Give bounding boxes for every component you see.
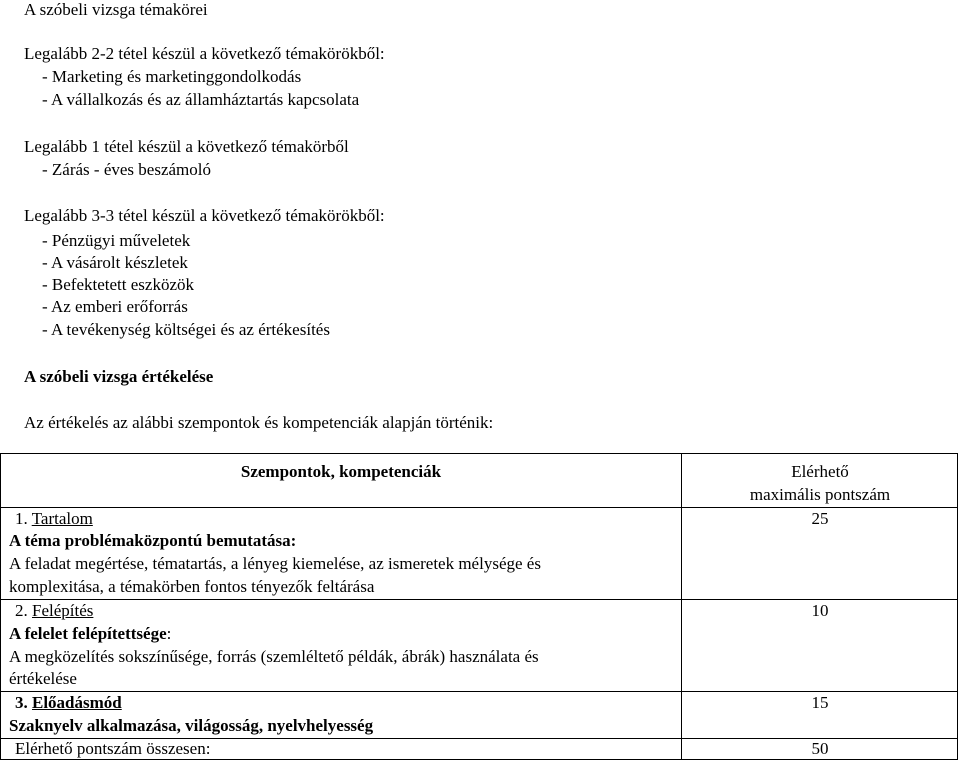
group1-item: - A vállalkozás és az államháztartás kapcsolata [42,90,360,109]
row3-points: 15 [811,693,829,712]
row2-subtitle [9,624,171,644]
group3-item: - Befektetett eszközök [42,275,194,294]
total-label: Elérhető pontszám összesen: [15,739,211,758]
group1-item: - Marketing és marketinggondolkodás [42,67,302,86]
group3-item: - A vásárolt készletek [42,253,188,272]
row1-number: 1. [15,509,28,528]
evaluation-heading: A szóbeli vizsga értékelése [24,367,214,386]
evaluation-intro: Az értékelés az alábbi szempontok és kompetenciák alapján történik: [24,413,494,432]
group3-heading: Legalább 3-3 tétel készül a következő témakörökből: [24,206,385,225]
row3-subtitle: Szaknyelv alkalmazása, világosság, nyelvhelyesség [9,716,374,735]
row2-title-text: Felépítés [32,601,94,620]
row2-number: 2. [15,601,28,620]
group2-item: - Zárás - éves beszámoló [42,160,211,179]
group3-item: - Pénzügyi műveletek [42,231,191,250]
row3-title [15,693,122,713]
row3-number: 3. [15,693,28,712]
header-points-line1: Elérhető [791,462,849,481]
total-points: 50 [811,739,829,758]
row1-subtitle: A téma problémaközpontú bemutatása: [9,531,297,550]
row1-title [15,509,93,529]
row1-title-text: Tartalom [31,509,93,528]
row1-points: 25 [811,509,829,528]
row3-title-text: Előadásmód [32,693,122,712]
row2-description-line: A megközelítés sokszínűsége, forrás (szemléltető példák, ábrák) használata és [9,647,539,666]
group3-item: - A tevékenység költségei és az értékesítés [42,320,330,339]
row1-description-line: komplexitása, a témakörben fontos tényezők feltárása [9,577,375,596]
group3-item: - Az emberi erőforrás [42,297,188,316]
group1-heading: Legalább 2-2 tétel készül a következő témakörökből: [24,44,385,63]
row2-description-line: értékelése [9,669,77,688]
row-divider [1,691,957,692]
row2-points: 10 [811,601,829,620]
row1-description-line: A feladat megértése, tématartás, a lényeg kiemelése, az ismeretek mélysége és [9,554,541,573]
row-divider [1,599,957,600]
evaluation-table [0,453,958,760]
header-points-line2: maximális pontszám [749,485,891,504]
page-title: A szóbeli vizsga témakörei [24,0,208,19]
row-divider [1,507,957,508]
row2-title [15,601,93,621]
row2-subtitle-suffix: : [166,624,172,643]
header-criteria: Szempontok, kompetenciák [240,462,442,481]
group2-heading: Legalább 1 tétel készül a következő témakörből [24,137,349,156]
row2-subtitle-text: A felelet felépítettsége [9,624,167,643]
